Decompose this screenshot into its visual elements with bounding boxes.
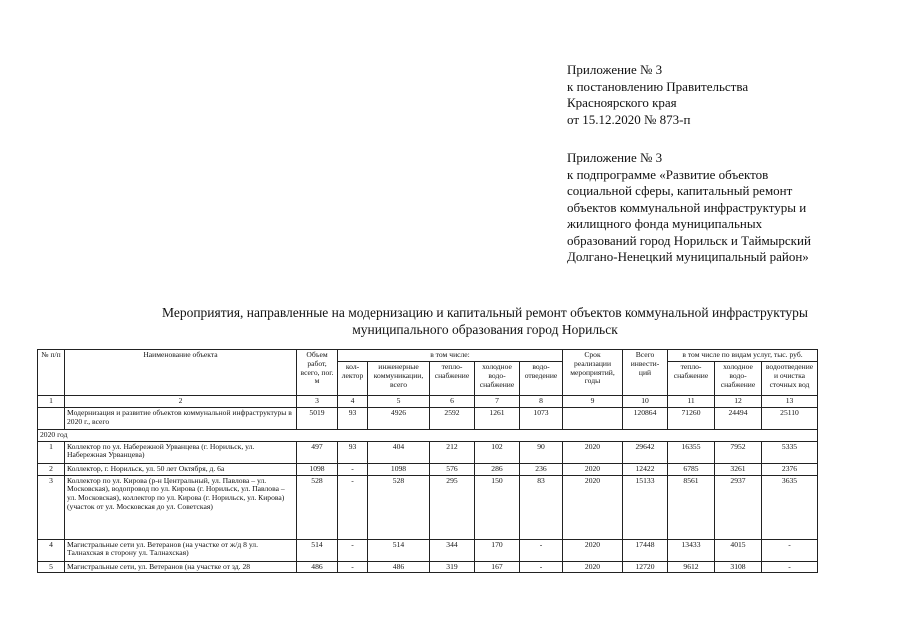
row-value: 15133 bbox=[623, 475, 668, 539]
row-value: 514 bbox=[297, 539, 338, 561]
summary-value: 4926 bbox=[368, 407, 430, 429]
row-value: - bbox=[762, 539, 818, 561]
row-value: 2020 bbox=[563, 561, 623, 573]
row-value: - bbox=[762, 561, 818, 573]
col-number: 6 bbox=[430, 396, 475, 408]
document-title-line-1: Мероприятия, направленные на модернизацию и капитальный ремонт объектов коммунальной инфраструктуры bbox=[162, 305, 808, 320]
row-value: 83 bbox=[520, 475, 563, 539]
document-title bbox=[80, 304, 890, 338]
row-value: 344 bbox=[430, 539, 475, 561]
row-value: 29642 bbox=[623, 441, 668, 463]
row-value: - bbox=[338, 539, 368, 561]
row-value: 286 bbox=[475, 463, 520, 475]
row-value: 150 bbox=[475, 475, 520, 539]
header-volume: Объем работ, всего, пог. м bbox=[297, 350, 338, 396]
row-value: 102 bbox=[475, 441, 520, 463]
header-num: № п/п bbox=[38, 350, 65, 396]
summary-num bbox=[38, 407, 65, 429]
annex-program-line: к подпрограмме «Развитие объектов bbox=[567, 166, 769, 182]
header-heat: тепло-снабжение bbox=[430, 362, 475, 396]
row-value: 17448 bbox=[623, 539, 668, 561]
annex-government-line: к постановлению Правительства bbox=[567, 78, 749, 94]
table-row bbox=[38, 561, 818, 573]
row-value: 319 bbox=[430, 561, 475, 573]
summary-value: 2592 bbox=[430, 407, 475, 429]
summary-name: Модернизация и развитие объектов коммунальной инфраструктуры в 2020 г., всего bbox=[65, 407, 297, 429]
row-value: 1098 bbox=[368, 463, 430, 475]
col-number: 4 bbox=[338, 396, 368, 408]
year-row bbox=[38, 429, 818, 441]
row-value: 576 bbox=[430, 463, 475, 475]
row-value: 93 bbox=[338, 441, 368, 463]
row-name: Магистральные сети, ул. Ветеранов (на участке от зд. 28 bbox=[65, 561, 297, 573]
summary-value: 1073 bbox=[520, 407, 563, 429]
row-value: 12720 bbox=[623, 561, 668, 573]
row-value: 16355 bbox=[668, 441, 715, 463]
row-num: 5 bbox=[38, 561, 65, 573]
header-svc-water: водоотведение и очистка сточных вод bbox=[762, 362, 818, 396]
row-value: 13433 bbox=[668, 539, 715, 561]
row-value: 2376 bbox=[762, 463, 818, 475]
row-value: 3261 bbox=[715, 463, 762, 475]
annex-government-block bbox=[567, 62, 748, 128]
summary-row bbox=[38, 407, 818, 429]
header-drainage: водо-отведение bbox=[520, 362, 563, 396]
table-row bbox=[38, 441, 818, 463]
header-engineering: инженерные коммуникации, всего bbox=[368, 362, 430, 396]
row-name: Коллектор, г. Норильск, ул. 50 лет Октября, д. 6а bbox=[65, 463, 297, 475]
row-value: - bbox=[338, 463, 368, 475]
row-num: 2 bbox=[38, 463, 65, 475]
header-collector: кол-лектор bbox=[338, 362, 368, 396]
row-value: 167 bbox=[475, 561, 520, 573]
header-total-invest: Всего инвести-ций bbox=[623, 350, 668, 396]
row-value: 5335 bbox=[762, 441, 818, 463]
document-title-line-2: муниципального образования город Норильск bbox=[352, 322, 618, 337]
row-value: 497 bbox=[297, 441, 338, 463]
row-value: 7952 bbox=[715, 441, 762, 463]
annex-program-line: Долгано-Ненецкий муниципальный район» bbox=[567, 249, 809, 264]
row-value: 2937 bbox=[715, 475, 762, 539]
row-value: 528 bbox=[368, 475, 430, 539]
col-number: 7 bbox=[475, 396, 520, 408]
header-name: Наименование объекта bbox=[65, 350, 297, 396]
summary-value: 71260 bbox=[668, 407, 715, 429]
row-value: 9612 bbox=[668, 561, 715, 573]
annex-program-line: объектов коммунальной инфраструктуры и bbox=[567, 199, 807, 215]
row-value: 6785 bbox=[668, 463, 715, 475]
col-number: 8 bbox=[520, 396, 563, 408]
row-value: 2020 bbox=[563, 463, 623, 475]
row-value: 486 bbox=[297, 561, 338, 573]
col-number: 1 bbox=[38, 396, 65, 408]
row-value: 404 bbox=[368, 441, 430, 463]
header-svc-cold: холодное водо-снабжение bbox=[715, 362, 762, 396]
row-value: 90 bbox=[520, 441, 563, 463]
annex-program-line: Приложение № 3 bbox=[567, 150, 663, 165]
row-value: - bbox=[520, 539, 563, 561]
row-name: Коллектор по ул. Кирова (р-н Центральный, ул. Павлова – ул. Московская), водопровод по ул. Кирова (г. Норильск, ул. Павлова – ул. Московская), коллектор по ул. Кирова (г. Норильск, ул. Кирова) (участок от ул. Московская до ул. Советская) bbox=[65, 475, 297, 539]
annex-program-line: жилищного фонда муниципальных bbox=[567, 216, 763, 231]
annex-government-line: Красноярского края bbox=[567, 95, 677, 110]
summary-value: 93 bbox=[338, 407, 368, 429]
row-value: 236 bbox=[520, 463, 563, 475]
row-value: 2020 bbox=[563, 441, 623, 463]
row-value: 2020 bbox=[563, 539, 623, 561]
row-value: 486 bbox=[368, 561, 430, 573]
annex-program-line: образований город Норильск и Таймырский bbox=[567, 232, 811, 248]
summary-value: 120864 bbox=[623, 407, 668, 429]
summary-value: 25110 bbox=[762, 407, 818, 429]
year-label: 2020 год bbox=[38, 429, 818, 441]
header-by-services: в том числе по видам услуг, тыс. руб. bbox=[668, 350, 818, 362]
row-value: 3108 bbox=[715, 561, 762, 573]
table-row bbox=[38, 539, 818, 561]
row-value: 170 bbox=[475, 539, 520, 561]
header-svc-heat: тепло-снабжение bbox=[668, 362, 715, 396]
annex-program-block bbox=[567, 150, 811, 266]
header-including: в том числе: bbox=[338, 350, 563, 362]
row-value: 514 bbox=[368, 539, 430, 561]
col-number: 2 bbox=[65, 396, 297, 408]
table-row bbox=[38, 463, 818, 475]
summary-value: 1261 bbox=[475, 407, 520, 429]
row-name: Магистральные сети ул. Ветеранов (на участке от ж/д 8 ул. Талнахская в сторону ул. Талнахская) bbox=[65, 539, 297, 561]
row-value: - bbox=[338, 561, 368, 573]
row-value: 1098 bbox=[297, 463, 338, 475]
col-number: 13 bbox=[762, 396, 818, 408]
col-number: 12 bbox=[715, 396, 762, 408]
row-value: 212 bbox=[430, 441, 475, 463]
row-value: 8561 bbox=[668, 475, 715, 539]
row-value: 12422 bbox=[623, 463, 668, 475]
row-value: 3635 bbox=[762, 475, 818, 539]
measures-table bbox=[37, 349, 818, 573]
row-value: 4015 bbox=[715, 539, 762, 561]
col-number: 10 bbox=[623, 396, 668, 408]
col-number: 3 bbox=[297, 396, 338, 408]
row-value: 2020 bbox=[563, 475, 623, 539]
summary-value: 5019 bbox=[297, 407, 338, 429]
row-value: 295 bbox=[430, 475, 475, 539]
row-num: 3 bbox=[38, 475, 65, 539]
table-row bbox=[38, 475, 818, 539]
col-number: 9 bbox=[563, 396, 623, 408]
row-value: - bbox=[338, 475, 368, 539]
annex-program-line: социальной сферы, капитальный ремонт bbox=[567, 183, 793, 198]
row-value: 528 bbox=[297, 475, 338, 539]
annex-government-line: от 15.12.2020 № 873-п bbox=[567, 111, 691, 127]
row-num: 4 bbox=[38, 539, 65, 561]
header-cold-water: холодное водо-снабжение bbox=[475, 362, 520, 396]
summary-value: 24494 bbox=[715, 407, 762, 429]
col-number: 11 bbox=[668, 396, 715, 408]
summary-value bbox=[563, 407, 623, 429]
row-num: 1 bbox=[38, 441, 65, 463]
row-name: Коллектор по ул. Набережной Урванцева (г. Норильск, ул. Набережная Урванцева) bbox=[65, 441, 297, 463]
annex-government-line: Приложение № 3 bbox=[567, 62, 663, 77]
row-value: - bbox=[520, 561, 563, 573]
header-term: Срок реализации мероприятий, годы bbox=[563, 350, 623, 396]
col-number: 5 bbox=[368, 396, 430, 408]
